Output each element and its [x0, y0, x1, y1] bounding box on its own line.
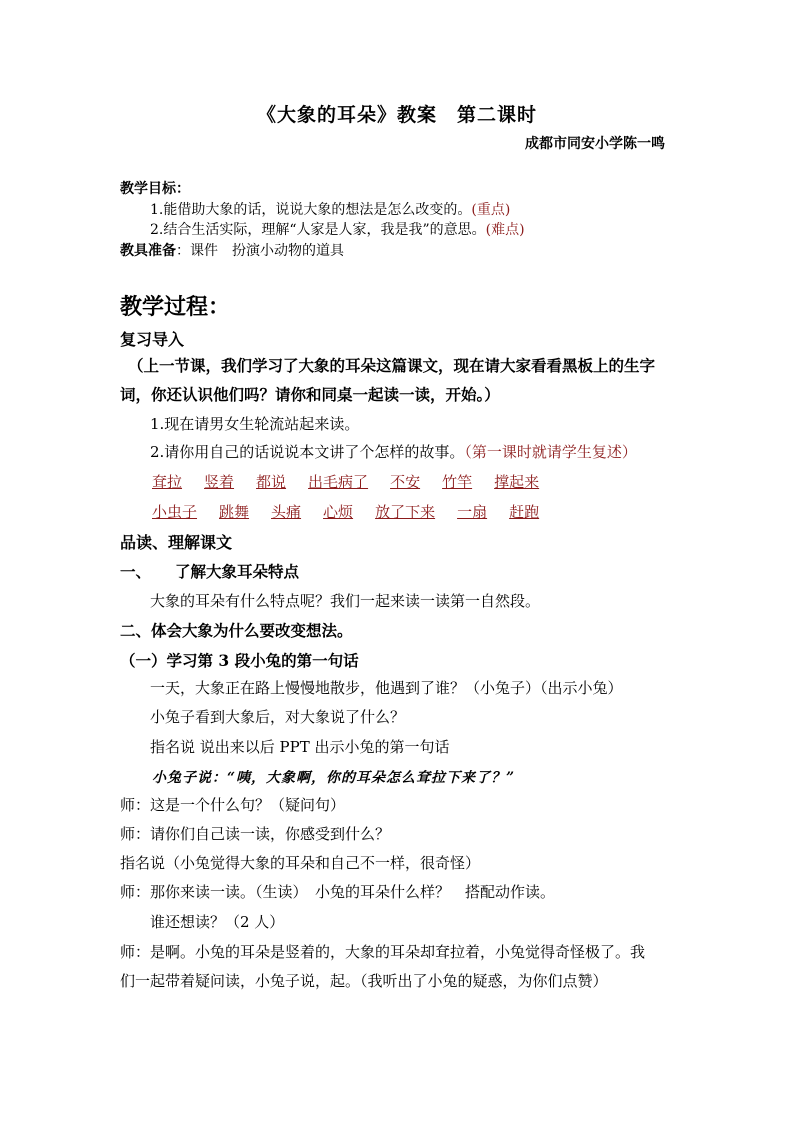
vocab-word: 竖着 [204, 473, 235, 491]
vocab-word: 不安 [390, 473, 421, 491]
teacher-line-5: 谁还想读？（2 人） [150, 913, 285, 931]
review-heading: 复习导入 [120, 330, 185, 349]
review-intro-line-1: （上一节课，我们学习了大象的耳朵这篇课文，现在请大家看看黑板上的生字 [128, 356, 656, 375]
vocab-word: 头痛 [271, 503, 302, 521]
lesson-line-3: 指名说 说出来以后 PPT 出示小兔的第一句话 [150, 738, 450, 756]
teacher-line-2: 师：请你们自己读一读，你感受到什么？ [120, 825, 391, 843]
teacher-line-7: 们一起带着疑问读，小兔子说，起。（我听出了小兔的疑惑，为你们点赞） [120, 972, 608, 990]
vocab-row-1 [152, 471, 561, 492]
section-1-text: 大象的耳朵有什么特点呢？我们一起来读一读第一自然段。 [150, 592, 541, 610]
review-intro-line-2: 词，你还认识他们吗？请你和同桌一起读一读，开始。） [120, 385, 500, 404]
lesson-line-1: 一天，大象正在路上慢慢地散步，他遇到了谁？（小兔子）（出示小兔） [150, 679, 623, 697]
vocab-word: 一扇 [457, 503, 488, 521]
section-2-heading: 二、体会大象为什么要改变想法。 [120, 621, 353, 640]
rabbit-quote: 小兔子说：“咦，大象啊，你的耳朵怎么耷拉下来了？” [152, 770, 516, 786]
objective-item-2-text: 2.结合生活实际，理解“人家是人家，我是我”的意思。 [150, 222, 486, 238]
section-1-heading [120, 560, 299, 582]
author-line: 成都市同安小学陈一鸣 [525, 136, 665, 152]
vocab-row-2 [152, 501, 561, 522]
vocab-word: 赶跑 [509, 503, 540, 521]
page-title: 《大象的耳朵》教案 第二课时 [256, 104, 537, 126]
teaching-aids-text: ：课件 扮演小动物的道具 [176, 243, 344, 259]
review-step-2-note: （第一课时就请学生复述） [464, 443, 637, 461]
teacher-line-6: 师：是啊。小兔的耳朵是竖着的，大象的耳朵却耷拉着，小兔觉得奇怪极了。我 [120, 943, 646, 961]
difficult-point-tag: (难点) [485, 222, 525, 238]
teaching-aids-label: 教具准备 [120, 243, 176, 259]
vocab-word: 耷拉 [152, 473, 183, 491]
teaching-aids [120, 240, 344, 260]
section-1-number: 一、 [120, 562, 152, 581]
reading-heading: 品读、理解课文 [120, 533, 233, 552]
vocab-word: 小虫子 [152, 503, 198, 521]
key-point-tag: (重点) [471, 202, 511, 218]
vocab-word: 出毛病了 [308, 473, 369, 491]
section-1-title: 了解大象耳朵特点 [175, 562, 300, 581]
vocab-word: 竹竿 [442, 473, 473, 491]
vocab-word: 跳舞 [219, 503, 250, 521]
vocab-word: 心烦 [323, 503, 354, 521]
review-step-2-text: 2.请你用自己的话说说本文讲了个怎样的故事。 [150, 443, 465, 461]
process-heading: 教学过程： [120, 294, 231, 320]
review-step-1: 1.现在请男女生轮流站起来读。 [150, 415, 360, 433]
teacher-line-1: 师：这是一个什么句？（疑问句） [120, 796, 346, 814]
objective-item-2 [150, 219, 525, 239]
review-step-2 [150, 441, 637, 462]
teacher-line-3: 指名说（小兔觉得大象的耳朵和自己不一样，很奇怪） [120, 854, 481, 872]
teacher-line-4: 师：那你来读一读。（生读） 小兔的耳朵什么样？ 搭配动作读。 [120, 883, 556, 901]
objectives-label: 教学目标： [120, 181, 190, 197]
vocab-word: 放了下来 [375, 503, 436, 521]
objective-item-1 [150, 199, 510, 219]
subsection-1-heading: （一）学习第 3 段小兔的第一句话 [120, 651, 359, 670]
vocab-word: 都说 [256, 473, 287, 491]
lesson-line-2: 小兔子看到大象后，对大象说了什么？ [150, 708, 406, 726]
vocab-word: 撑起来 [494, 473, 540, 491]
objective-item-1-text: 1.能借助大象的话，说说大象的想法是怎么改变的。 [150, 202, 472, 218]
